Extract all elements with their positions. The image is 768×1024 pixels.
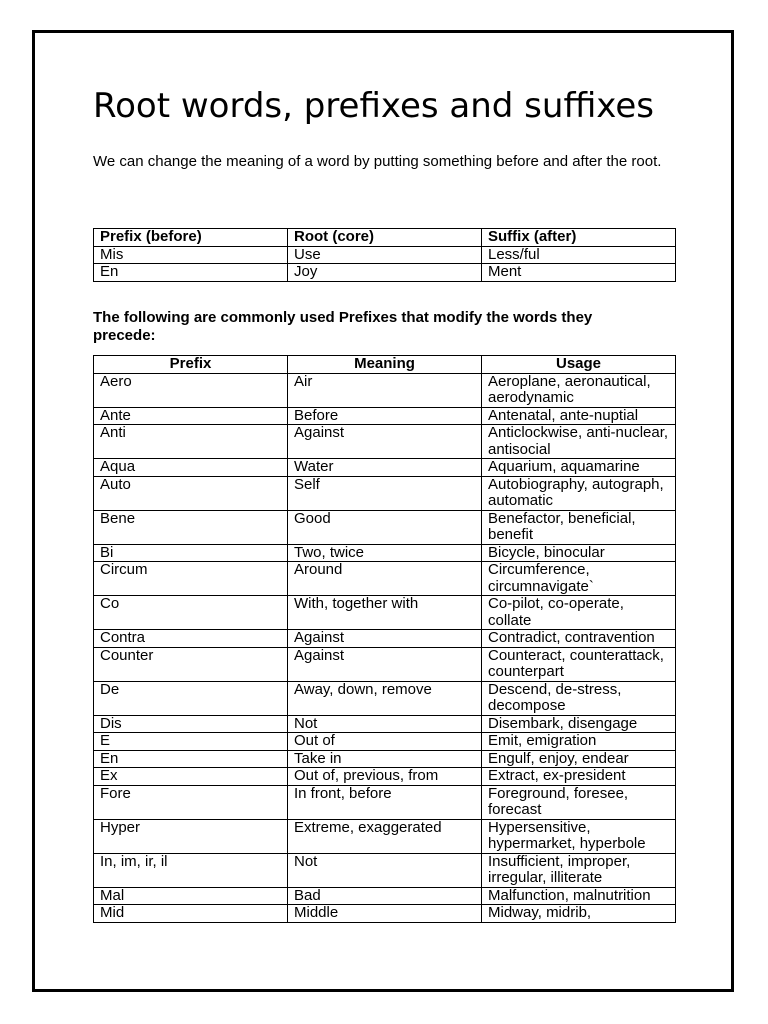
prefix-cell: Hyper bbox=[94, 819, 288, 853]
meaning-cell: Before bbox=[288, 407, 482, 425]
prefix-cell: Counter bbox=[94, 647, 288, 681]
table-row bbox=[94, 510, 676, 544]
usage-cell: Aquarium, aquamarine bbox=[482, 459, 676, 477]
meaning-cell: Take in bbox=[288, 750, 482, 768]
usage-cell: Benefactor, beneficial, benefit bbox=[482, 510, 676, 544]
table-cell: Joy bbox=[288, 264, 482, 282]
meaning-cell: Around bbox=[288, 562, 482, 596]
table-row bbox=[94, 733, 676, 751]
prefix-cell: E bbox=[94, 733, 288, 751]
prefix-cell: Auto bbox=[94, 476, 288, 510]
table-row bbox=[94, 246, 676, 264]
table-row bbox=[94, 596, 676, 630]
page-title: Root words, prefixes and suffixes bbox=[93, 86, 655, 126]
table-row bbox=[94, 681, 676, 715]
meaning-cell: In front, before bbox=[288, 785, 482, 819]
meaning-cell: Air bbox=[288, 373, 482, 407]
usage-cell: Midway, midrib, bbox=[482, 905, 676, 923]
usage-cell: Insufficient, improper, irregular, illiterate bbox=[482, 853, 676, 887]
prefix-cell: Circum bbox=[94, 562, 288, 596]
meaning-cell: Extreme, exaggerated bbox=[288, 819, 482, 853]
table-cell: Ment bbox=[482, 264, 676, 282]
table-row bbox=[94, 264, 676, 282]
table-row bbox=[94, 407, 676, 425]
table-row bbox=[94, 785, 676, 819]
column-header: Prefix bbox=[94, 356, 288, 374]
prefix-cell: Dis bbox=[94, 715, 288, 733]
table-header-row bbox=[94, 229, 676, 247]
usage-cell: Circumference, circumnavigate` bbox=[482, 562, 676, 596]
prefix-cell: Bene bbox=[94, 510, 288, 544]
column-header: Root (core) bbox=[288, 229, 482, 247]
meaning-cell: Out of bbox=[288, 733, 482, 751]
table-cell: Mis bbox=[94, 246, 288, 264]
prefix-cell: Ante bbox=[94, 407, 288, 425]
table-row bbox=[94, 715, 676, 733]
table-row bbox=[94, 425, 676, 459]
usage-cell: Counteract, counterattack, counterpart bbox=[482, 647, 676, 681]
usage-cell: Malfunction, malnutrition bbox=[482, 887, 676, 905]
table-row bbox=[94, 819, 676, 853]
table-cell: Use bbox=[288, 246, 482, 264]
table-row bbox=[94, 905, 676, 923]
usage-cell: Contradict, contravention bbox=[482, 630, 676, 648]
meaning-cell: Out of, previous, from bbox=[288, 768, 482, 786]
prefix-cell: Anti bbox=[94, 425, 288, 459]
meaning-cell: Away, down, remove bbox=[288, 681, 482, 715]
meaning-cell: Water bbox=[288, 459, 482, 477]
meaning-cell: Good bbox=[288, 510, 482, 544]
table-row bbox=[94, 476, 676, 510]
meaning-cell: Middle bbox=[288, 905, 482, 923]
intro-paragraph: We can change the meaning of a word by putting something before and after the root. bbox=[93, 153, 662, 170]
prefix-cell: En bbox=[94, 750, 288, 768]
column-header: Usage bbox=[482, 356, 676, 374]
usage-cell: Co-pilot, co-operate, collate bbox=[482, 596, 676, 630]
meaning-cell: Against bbox=[288, 647, 482, 681]
table-row bbox=[94, 459, 676, 477]
prefix-cell: Fore bbox=[94, 785, 288, 819]
usage-cell: Antenatal, ante-nuptial bbox=[482, 407, 676, 425]
usage-cell: Descend, de-stress, decompose bbox=[482, 681, 676, 715]
usage-cell: Engulf, enjoy, endear bbox=[482, 750, 676, 768]
table-row bbox=[94, 630, 676, 648]
prefix-cell: Bi bbox=[94, 544, 288, 562]
meaning-cell: Not bbox=[288, 853, 482, 887]
prefix-cell: Contra bbox=[94, 630, 288, 648]
table-row bbox=[94, 887, 676, 905]
prefix-cell: De bbox=[94, 681, 288, 715]
prefix-cell: Co bbox=[94, 596, 288, 630]
usage-cell: Aeroplane, aeronautical, aerodynamic bbox=[482, 373, 676, 407]
meaning-cell: Bad bbox=[288, 887, 482, 905]
usage-cell: Autobiography, autograph, automatic bbox=[482, 476, 676, 510]
column-header: Prefix (before) bbox=[94, 229, 288, 247]
table-row bbox=[94, 768, 676, 786]
prefix-cell: Aqua bbox=[94, 459, 288, 477]
table-row bbox=[94, 647, 676, 681]
table-cell: En bbox=[94, 264, 288, 282]
prefix-cell: Mal bbox=[94, 887, 288, 905]
meaning-cell: Self bbox=[288, 476, 482, 510]
table-header-row bbox=[94, 356, 676, 374]
table-row bbox=[94, 544, 676, 562]
prefix-cell: In, im, ir, il bbox=[94, 853, 288, 887]
usage-cell: Anticlockwise, anti-nuclear, antisocial bbox=[482, 425, 676, 459]
table-row bbox=[94, 562, 676, 596]
meaning-cell: Against bbox=[288, 425, 482, 459]
meaning-cell: Two, twice bbox=[288, 544, 482, 562]
root-words-table bbox=[93, 228, 676, 282]
usage-cell: Bicycle, binocular bbox=[482, 544, 676, 562]
meaning-cell: Not bbox=[288, 715, 482, 733]
usage-cell: Hypersensitive, hypermarket, hyperbole bbox=[482, 819, 676, 853]
column-header: Suffix (after) bbox=[482, 229, 676, 247]
table-row bbox=[94, 853, 676, 887]
table-row bbox=[94, 373, 676, 407]
usage-cell: Foreground, foresee, forecast bbox=[482, 785, 676, 819]
prefix-cell: Aero bbox=[94, 373, 288, 407]
prefixes-table bbox=[93, 355, 676, 923]
usage-cell: Emit, emigration bbox=[482, 733, 676, 751]
meaning-cell: Against bbox=[288, 630, 482, 648]
prefixes-heading: The following are commonly used Prefixes that modify the words they precede: bbox=[93, 309, 593, 344]
table-cell: Less/ful bbox=[482, 246, 676, 264]
prefix-cell: Mid bbox=[94, 905, 288, 923]
table-row bbox=[94, 750, 676, 768]
prefixes-table-body bbox=[94, 373, 676, 922]
prefix-cell: Ex bbox=[94, 768, 288, 786]
usage-cell: Disembark, disengage bbox=[482, 715, 676, 733]
meaning-cell: With, together with bbox=[288, 596, 482, 630]
usage-cell: Extract, ex-president bbox=[482, 768, 676, 786]
column-header: Meaning bbox=[288, 356, 482, 374]
